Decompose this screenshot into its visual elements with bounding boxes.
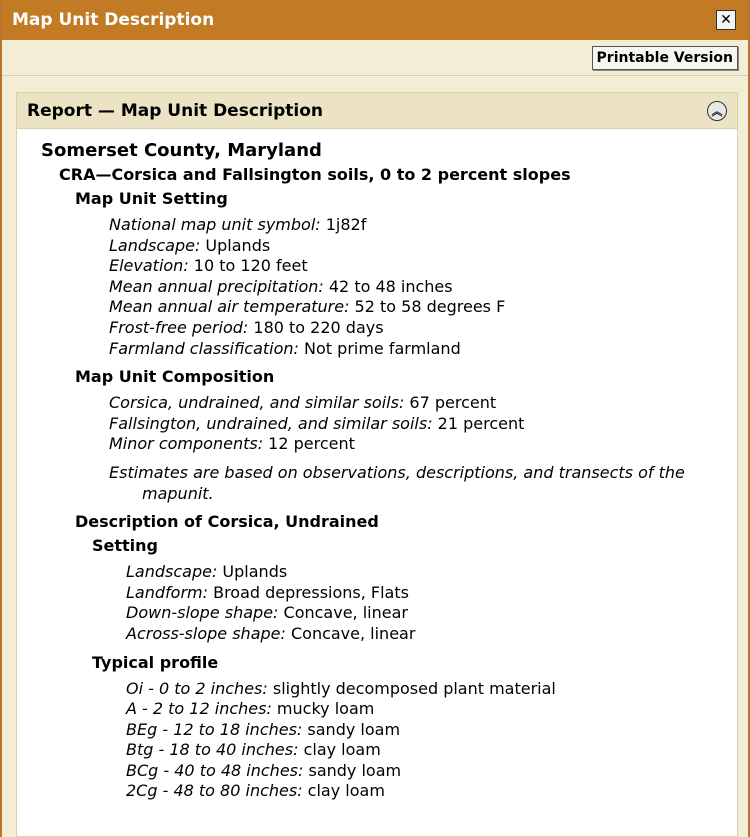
list-item: Landform: Broad depressions, Flats — [126, 582, 409, 602]
description-heading: Description of Corsica, Undrained — [75, 512, 379, 532]
list-item: 2Cg - 48 to 80 inches: clay loam — [126, 781, 385, 801]
map-unit-composition-list — [109, 393, 727, 455]
list-item: Across-slope shape: Concave, linear — [126, 623, 416, 643]
report-body — [17, 129, 737, 802]
list-item: Fallsington, undrained, and similar soils: 21 percent — [109, 413, 525, 433]
toolbar — [2, 40, 748, 76]
list-item: BCg - 40 to 48 inches: sandy loam — [126, 760, 402, 780]
list-item: Landscape: Uplands — [109, 235, 271, 255]
content-area — [2, 76, 748, 837]
collapse-icon[interactable]: ︽ — [707, 101, 727, 121]
close-icon[interactable]: ✕ — [716, 10, 736, 30]
description-setting-list — [126, 562, 727, 644]
map-unit-heading: CRA—Corsica and Fallsington soils, 0 to 2 percent slopes — [59, 165, 571, 184]
typical-profile-list — [126, 679, 727, 803]
list-item: Elevation: 10 to 120 feet — [109, 256, 308, 276]
typical-profile-heading: Typical profile — [92, 652, 219, 672]
list-item: A - 2 to 12 inches: mucky loam — [126, 699, 375, 719]
report-header[interactable] — [17, 93, 737, 129]
report-title: Report — Map Unit Description — [27, 100, 324, 121]
list-item: Mean annual air temperature: 52 to 58 degrees F — [109, 297, 506, 317]
list-item: National map unit symbol: 1j82f — [109, 215, 367, 234]
setting-subheading: Setting — [92, 536, 158, 556]
map-unit-setting-heading: Map Unit Setting — [75, 189, 228, 208]
list-item: Mean annual precipitation: 42 to 48 inches — [109, 276, 453, 296]
title-bar — [2, 0, 748, 40]
map-unit-composition-heading: Map Unit Composition — [75, 367, 275, 387]
composition-note: Estimates are based on observations, descriptions, and transects of the mapunit. — [109, 462, 685, 503]
list-item: Minor components: 12 percent — [109, 434, 355, 454]
county-heading: Somerset County, Maryland — [41, 140, 322, 161]
list-item: Corsica, undrained, and similar soils: 67 percent — [109, 393, 497, 413]
report-panel — [16, 92, 738, 837]
list-item: Oi - 0 to 2 inches: slightly decomposed plant material — [126, 678, 556, 698]
map-unit-setting-list — [109, 215, 727, 359]
list-item: Farmland classification: Not prime farmland — [109, 338, 461, 358]
printable-version-button[interactable]: Printable Version — [592, 46, 738, 70]
list-item: Frost-free period: 180 to 220 days — [109, 317, 384, 337]
window-title: Map Unit Description — [12, 10, 215, 30]
list-item: BEg - 12 to 18 inches: sandy loam — [126, 719, 401, 739]
list-item: Landscape: Uplands — [126, 562, 288, 582]
list-item: Down-slope shape: Concave, linear — [126, 603, 408, 623]
list-item: Btg - 18 to 40 inches: clay loam — [126, 740, 381, 760]
